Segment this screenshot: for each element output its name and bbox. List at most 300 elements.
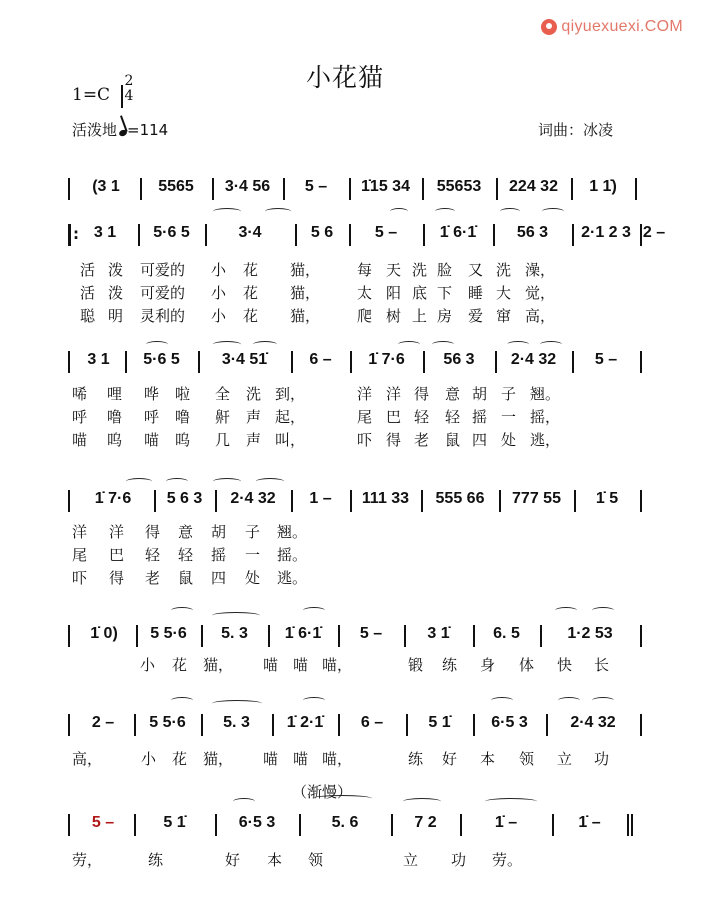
lyric-syllable: 呼: [144, 408, 160, 426]
measure: 2 –: [91, 714, 115, 731]
stave-line: [0, 704, 705, 742]
lyric-syllable: 阳: [386, 284, 402, 302]
lyric-syllable: 唏: [72, 385, 88, 403]
slur: [432, 341, 454, 348]
bar-line: [215, 814, 217, 836]
lyric-syllable: 爬: [357, 307, 373, 325]
lyric-syllable: 猫，: [290, 307, 321, 325]
lyric-syllable: 可爱的: [140, 284, 186, 302]
lyric-syllable: 功: [451, 851, 467, 869]
bar-line: [349, 178, 351, 200]
stave-line: [0, 341, 705, 379]
lyric-syllable: 高，: [525, 307, 556, 325]
lyric-syllable: 叫，: [275, 431, 306, 449]
lyric-syllable: 翘。: [530, 385, 561, 403]
slur: [171, 607, 193, 614]
bar-line: [291, 351, 293, 373]
bar-line: [154, 490, 156, 512]
slur: [540, 341, 562, 348]
lyric-syllable: 花: [172, 656, 188, 674]
slur: [542, 208, 564, 215]
stave-line: [0, 480, 705, 518]
measure: 2·4 32: [230, 490, 276, 507]
lyric-syllable: 意: [178, 523, 194, 541]
lyric-syllable: 上: [412, 307, 428, 325]
bar-line: [68, 351, 70, 373]
lyric-syllable: 处: [501, 431, 517, 449]
slur: [403, 798, 441, 805]
measure: 2 –: [642, 224, 666, 241]
lyric-syllable: 泼: [108, 261, 124, 279]
bar-line: [134, 714, 136, 736]
lyric-syllable: 摇，: [530, 408, 561, 426]
bar-line: [68, 814, 70, 836]
lyric-syllable: 声: [246, 431, 262, 449]
lyric-syllable: 灵利的: [140, 307, 186, 325]
bar-line: [546, 714, 548, 736]
lyric-syllable: 喵: [293, 656, 309, 674]
lyric-syllable: 可爱的: [140, 261, 186, 279]
lyric-syllable: 翘。: [277, 523, 308, 541]
slur: [212, 612, 260, 619]
slur: [312, 795, 372, 802]
measure: 1̇ 7·6: [94, 490, 132, 507]
bar-line: [572, 351, 574, 373]
lyric-syllable: 太: [357, 284, 373, 302]
measure: 2·4 32: [510, 351, 557, 368]
measure: 5. 3: [223, 714, 250, 731]
measure: 5 –: [374, 224, 398, 241]
slur: [303, 607, 325, 614]
lyric-syllable: 喵，: [322, 656, 353, 674]
lyric-syllable: 洗: [412, 261, 428, 279]
watermark-text: qiyuexuexi.COM: [561, 18, 683, 35]
lyric-syllable: 几: [215, 431, 231, 449]
lyric-syllable: 爱: [468, 307, 484, 325]
lyric-syllable: 逃，: [530, 431, 561, 449]
lyric-syllable: 活: [80, 261, 96, 279]
measure: 5 –: [594, 351, 618, 368]
lyric-syllable: 练: [442, 656, 458, 674]
lyric-syllable: 得: [414, 385, 430, 403]
measure: 3 1̇: [427, 625, 450, 642]
bar-line: [68, 490, 70, 512]
lyric-syllable: 四: [211, 569, 227, 587]
lyric-syllable: 一: [501, 408, 517, 426]
lyric-syllable: 喵: [263, 750, 279, 768]
lyric-syllable: 吓: [357, 431, 373, 449]
lyric-syllable: 好: [225, 851, 241, 869]
bar-line: [68, 178, 70, 200]
bar-line: [460, 814, 462, 836]
meter-bottom: 4: [124, 88, 134, 104]
measure: 1̇ 2·1̇: [286, 714, 324, 731]
bar-line: [268, 625, 270, 647]
lyric-syllable: 子: [501, 385, 517, 403]
lyric-syllable: 轻: [145, 546, 161, 564]
lyric-syllable: 胡: [472, 385, 488, 403]
lyric-syllable: 鼠: [445, 431, 461, 449]
bar-line: [201, 714, 203, 736]
lyric-syllable: 花: [243, 261, 259, 279]
lyric-syllable: 每: [357, 261, 373, 279]
bar-line: [272, 714, 274, 736]
lyric-syllable: 洗: [246, 385, 262, 403]
lyric-syllable: 小: [141, 750, 157, 768]
measure: 1̇ 0): [90, 625, 118, 642]
lyric-syllable: 喵: [72, 431, 88, 449]
lyric-syllable: 小: [211, 261, 227, 279]
bar-line: [640, 490, 642, 512]
bar-line: [640, 714, 642, 736]
bar-line: [134, 814, 136, 836]
measure: 6 –: [309, 351, 332, 368]
lyric-syllable: 洋: [357, 385, 373, 403]
lyric-syllable: 呼: [72, 408, 88, 426]
bar-line: [68, 224, 71, 246]
lyric-syllable: 声: [246, 408, 262, 426]
measure: 1 1̇): [589, 178, 617, 195]
slur: [398, 341, 420, 348]
bar-line: [552, 814, 554, 836]
slur: [213, 478, 241, 485]
bar-line: [571, 178, 573, 200]
bar-line: [572, 224, 574, 246]
lyric-syllable: 子: [245, 523, 261, 541]
measure: 1̇ 5: [595, 490, 619, 507]
bar-line: [68, 714, 70, 736]
bar-line: [422, 178, 424, 200]
bar-line: [627, 814, 629, 836]
lyric-syllable: 又: [468, 261, 484, 279]
lyric-syllable: 房: [437, 307, 453, 325]
lyric-syllable: 到，: [275, 385, 306, 403]
slur: [256, 478, 284, 485]
bar-line: [406, 714, 408, 736]
measure: 5565: [158, 178, 194, 195]
tempo-change: （渐慢）: [292, 783, 353, 801]
stave-line: [0, 804, 705, 842]
measure: 6·5 3: [238, 814, 276, 831]
lyric-syllable: 领: [519, 750, 535, 768]
lyric-syllable: 下: [437, 284, 453, 302]
bar-line: [473, 714, 475, 736]
key-signature: 1=C: [72, 85, 111, 105]
slur: [126, 478, 152, 485]
stave-line: [0, 168, 705, 206]
lyric-syllable: 觉，: [525, 284, 556, 302]
measure: 5 –: [304, 178, 328, 195]
lyric-syllable: 练: [408, 750, 424, 768]
measure: 2·4 32: [570, 714, 616, 731]
slur: [265, 208, 291, 215]
slur: [500, 208, 520, 215]
lyric-syllable: 大: [496, 284, 512, 302]
lyric-syllable: 巴: [386, 408, 402, 426]
lyric-syllable: 啦: [175, 385, 191, 403]
lyric-syllable: 练: [148, 851, 164, 869]
lyric-syllable: 聪: [80, 307, 96, 325]
measure: 6 –: [360, 714, 384, 731]
measure: 1̇ 7·6: [368, 351, 405, 368]
lyric-syllable: 天: [386, 261, 402, 279]
lyric-syllable: 呜: [175, 431, 191, 449]
bar-line: [404, 625, 406, 647]
slur: [507, 341, 529, 348]
bar-line: [136, 625, 138, 647]
bar-line: [138, 224, 140, 246]
slur: [390, 208, 408, 215]
bar-line: [540, 625, 542, 647]
lyric-syllable: 锻: [408, 656, 424, 674]
lyric-syllable: 噜: [107, 408, 123, 426]
lyric-syllable: 得: [145, 523, 161, 541]
lyric-syllable: 领: [308, 851, 324, 869]
measure: 5 5·6: [149, 714, 186, 731]
site-watermark: [541, 18, 683, 36]
bar-line: [391, 814, 393, 836]
lyric-syllable: 老: [145, 569, 161, 587]
lyric-syllable: 尾: [72, 546, 88, 564]
measure: 56 3: [443, 351, 475, 368]
song-title: 小花猫: [306, 63, 385, 92]
bar-line: [473, 625, 475, 647]
lyric-syllable: 体: [519, 656, 535, 674]
meter-top: 2: [124, 73, 134, 89]
lyric-syllable: 全: [215, 385, 231, 403]
bar-line: [499, 490, 501, 512]
lyric-syllable: 哗: [144, 385, 160, 403]
bar-line: [421, 490, 423, 512]
slur: [166, 478, 188, 485]
lyric-syllable: 巴: [109, 546, 125, 564]
tempo-text: 活泼地: [72, 121, 118, 139]
measure: 55653: [436, 178, 482, 195]
measure: (3 1: [92, 178, 120, 195]
slur: [213, 341, 241, 348]
bar-line: [640, 351, 642, 373]
measure: 111 33: [361, 490, 410, 507]
lyric-syllable: 本: [480, 750, 496, 768]
lyric-syllable: 洋: [386, 385, 402, 403]
measure: 5 –: [359, 625, 383, 642]
measure: 5 1̇: [163, 814, 186, 831]
lyric-syllable: 快: [557, 656, 573, 674]
slur: [146, 341, 168, 348]
slur: [592, 697, 614, 704]
slur: [485, 798, 537, 805]
stave-line: [0, 615, 705, 653]
lyric-syllable: 底: [412, 284, 428, 302]
slur: [303, 697, 325, 704]
lyric-syllable: 尾: [357, 408, 373, 426]
lyric-syllable: 猫，: [203, 656, 234, 674]
slur: [435, 208, 455, 215]
measure: 56 3: [516, 224, 549, 241]
measure: 5. 3: [221, 625, 248, 642]
bar-line: [574, 490, 576, 512]
measure: 5·6 5: [143, 351, 180, 368]
lyric-syllable: 好: [442, 750, 458, 768]
slur: [491, 697, 513, 704]
stave-line: [0, 214, 705, 252]
lyric-syllable: 睡: [468, 284, 484, 302]
bar-line: [215, 490, 217, 512]
lyric-syllable: 鼠: [178, 569, 194, 587]
measure: 1·2 53: [567, 625, 613, 642]
bar-line: [295, 224, 297, 246]
lyric-syllable: 劳，: [72, 851, 103, 869]
lyric-syllable: 起，: [275, 408, 306, 426]
bar-line: [640, 625, 642, 647]
measure: 3·4: [238, 224, 262, 241]
bar-line: [635, 178, 637, 200]
lyric-syllable: 泼: [108, 284, 124, 302]
lyric-syllable: 功: [594, 750, 610, 768]
lyric-syllable: 一: [245, 546, 261, 564]
bar-line: [349, 224, 351, 246]
measure: 6. 5: [493, 625, 520, 642]
bar-line: [423, 351, 425, 373]
measure: 1̇ –: [578, 814, 601, 831]
lyric-syllable: 喵: [293, 750, 309, 768]
measure: 3·4 56: [224, 178, 271, 195]
measure: 1̇15 34: [361, 178, 410, 195]
bar-line: [140, 178, 142, 200]
credit: 词曲：冰凌: [538, 121, 614, 139]
lyric-syllable: 处: [245, 569, 261, 587]
lyric-syllable: 洋: [109, 523, 125, 541]
lyric-syllable: 明: [108, 307, 124, 325]
lyric-syllable: 长: [594, 656, 610, 674]
measure: 3 1: [87, 351, 110, 368]
measure: 1̇ 6·1̇: [284, 625, 322, 642]
measure: 224 32: [509, 178, 558, 195]
bar-line: [423, 224, 425, 246]
lyric-syllable: 花: [243, 307, 259, 325]
lyric-syllable: 摇: [211, 546, 227, 564]
lyric-syllable: 窜: [496, 307, 512, 325]
slur: [592, 607, 614, 614]
lyric-syllable: 意: [445, 385, 461, 403]
lyric-syllable: 花: [243, 284, 259, 302]
measure: 5·6 5: [153, 224, 190, 241]
lyric-syllable: 立: [557, 750, 573, 768]
bar-line: [212, 178, 214, 200]
lyric-syllable: 逃。: [277, 569, 308, 587]
bar-line: [198, 351, 200, 373]
slur: [253, 341, 277, 348]
lyric-syllable: 劳。: [492, 851, 523, 869]
bar-line: [205, 224, 207, 246]
bar-line: [495, 351, 497, 373]
measure: 6·5 3: [491, 714, 528, 731]
measure: 1̇ 6·1̇: [439, 224, 477, 241]
lyric-syllable: 轻: [445, 408, 461, 426]
lyric-syllable: 本: [267, 851, 283, 869]
lyric-syllable: 哩: [107, 385, 123, 403]
bar-line: [350, 490, 352, 512]
lyric-syllable: 胡: [211, 523, 227, 541]
slur: [171, 697, 193, 704]
measure: 1 –: [309, 490, 332, 507]
lyric-syllable: 摇: [472, 408, 488, 426]
measure: 5 6 3: [166, 490, 203, 507]
measure: 3·4 51̇: [221, 351, 268, 368]
lyric-syllable: 鼾: [215, 408, 231, 426]
measure: 5 5·6: [150, 625, 187, 642]
bar-line: [291, 490, 293, 512]
bar-line: [338, 714, 340, 736]
bar-line: [125, 351, 127, 373]
bar-line: [283, 178, 285, 200]
lyric-syllable: 猫，: [290, 261, 321, 279]
lyric-syllable: 轻: [414, 408, 430, 426]
slur: [558, 697, 580, 704]
lyric-syllable: 噜: [175, 408, 191, 426]
lyric-syllable: 小: [211, 307, 227, 325]
slur: [213, 208, 241, 215]
lyric-syllable: 小: [211, 284, 227, 302]
lyric-syllable: 高，: [72, 750, 103, 768]
lyric-syllable: 喵: [263, 656, 279, 674]
lyric-syllable: 猫，: [290, 284, 321, 302]
bar-line: [338, 625, 340, 647]
measure: 1̇ –: [494, 814, 518, 831]
lyric-syllable: 花: [172, 750, 188, 768]
measure: 7 2: [414, 814, 437, 831]
measure: 5. 6: [331, 814, 359, 831]
lyric-syllable: 喵: [144, 431, 160, 449]
bar-line: [201, 625, 203, 647]
bar-line: [68, 625, 70, 647]
measure: 2·1 2 3: [581, 224, 631, 241]
bar-line: [299, 814, 301, 836]
lyric-syllable: 猫，: [203, 750, 234, 768]
measure: 555 66: [435, 490, 485, 507]
lyric-syllable: 摇。: [277, 546, 308, 564]
time-signature: [121, 74, 137, 104]
slur: [233, 798, 255, 805]
lyric-syllable: 立: [403, 851, 419, 869]
measure: 5 1̇: [428, 714, 451, 731]
lyric-syllable: 四: [472, 431, 488, 449]
lyric-syllable: 澡，: [525, 261, 556, 279]
lyric-syllable: 树: [386, 307, 402, 325]
measure: 777 55: [512, 490, 561, 507]
slur: [212, 700, 262, 707]
lyric-syllable: 活: [80, 284, 96, 302]
lyric-syllable: 洋: [72, 523, 88, 541]
lyric-syllable: 得: [109, 569, 125, 587]
lyric-syllable: 吓: [72, 569, 88, 587]
slur: [555, 607, 577, 614]
tempo-marking: [72, 119, 168, 140]
lyric-syllable: 得: [386, 431, 402, 449]
measure: 5 –: [91, 814, 115, 831]
lyric-syllable: 喵，: [322, 750, 353, 768]
lyric-syllable: 脸: [437, 261, 453, 279]
lyric-syllable: 身: [480, 656, 496, 674]
bar-line: [493, 224, 495, 246]
lyric-syllable: 老: [414, 431, 430, 449]
bar-line: [350, 351, 352, 373]
measure: 5 6: [310, 224, 334, 241]
lyric-syllable: 轻: [178, 546, 194, 564]
lyric-syllable: 呜: [107, 431, 123, 449]
lyric-syllable: 洗: [496, 261, 512, 279]
bar-line: [640, 224, 642, 246]
